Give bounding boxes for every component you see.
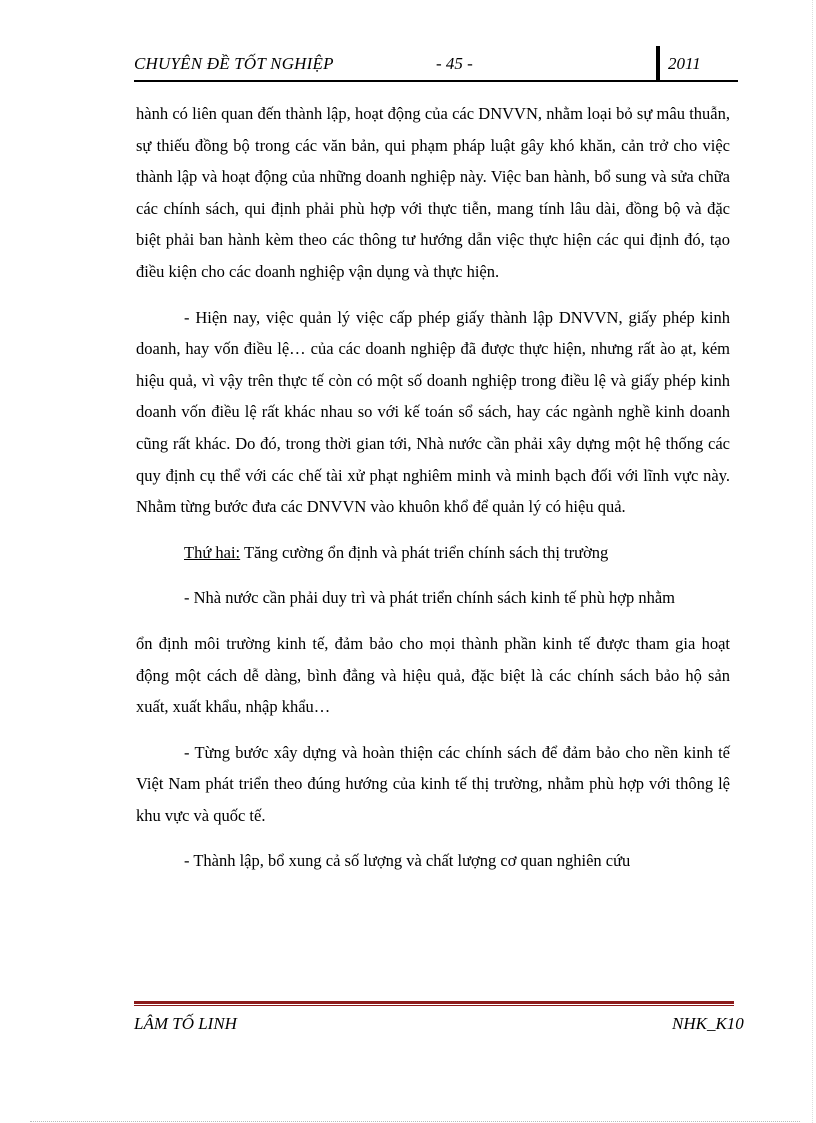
section-heading-label: Thứ hai: bbox=[184, 542, 241, 562]
paragraph-research-bodies: - Thành lập, bổ xung cả số lượng và chất lượng cơ quan nghiên cứu bbox=[184, 851, 631, 871]
paragraph-policy-body: ổn định môi trường kinh tế, đảm bảo cho mọi thành phần kinh tế được tham gia hoạt động một cách dễ dàng, bình đẳng và hiệu quả, đặc biệt là các chính sách bảo hộ sản xuất, xuất khẩu, nhập khẩu… bbox=[136, 633, 730, 717]
section-heading-text: Tăng cường ổn định và phát triển chính sách thị trường bbox=[240, 542, 609, 562]
footer-rule-thick bbox=[134, 1001, 734, 1004]
page-edge-bottom bbox=[30, 1121, 800, 1122]
section-heading bbox=[136, 537, 730, 569]
paragraph-continuation: hành có liên quan đến thành lập, hoạt động của các DNVVN, nhằm loại bỏ sự mâu thuẫn, sự thiếu đồng bộ trong các văn bản, qui phạm pháp luật gây khó khăn, cản trở cho việc thành lập và hoạt động của những doanh nghiệp này. Việc ban hành, bổ sung và sửa chữa các chính sách, qui định phải phù hợp với thực tiễn, mang tính lâu dài, đồng bộ và đặc biệt phải ban hành kèm theo các thông tư hướng dẫn việc thực hiện các qui định đó, tạo điều kiện cho các doanh nghiệp vận dụng và thực hiện. bbox=[136, 104, 730, 281]
header-year: 2011 bbox=[668, 54, 701, 73]
page-header bbox=[134, 46, 738, 82]
document-body bbox=[136, 98, 730, 877]
footer-class-code: NHK_K10 bbox=[672, 1014, 744, 1033]
paragraph-policy-development: - Từng bước xây dựng và hoàn thiện các chính sách để đảm bảo cho nền kinh tế Việt Nam phát triển theo đúng hướng của kinh tế thị trường, nhằm phù hợp với thông lệ khu vực và quốc tế. bbox=[136, 742, 730, 825]
footer-rule-thin bbox=[134, 1005, 734, 1006]
footer-author: LÂM TỐ LINH bbox=[134, 1014, 237, 1033]
paragraph-licensing: - Hiện nay, việc quản lý việc cấp phép giấy thành lập DNVVN, giấy phép kinh doanh, hay vốn điều lệ… của các doanh nghiệp đã được thực hiện, nhưng rất ào ạt, kém hiệu quả, vì vậy trên thực tế còn có một số doanh nghiệp trong điều lệ và giấy phép kinh doanh vốn điều lệ rất khác nhau so với kế toán sổ sách, hay các ngành nghề kinh doanh cũng rất khác. Do đó, trong thời gian tới, Nhà nước cần phải xây dựng một hệ thống các quy định cụ thể với các chế tài xử phạt nghiêm minh và minh bạch đối với lĩnh vực này. Nhằm từng bước đưa các DNVVN vào khuôn khổ để quản lý có hiệu quả. bbox=[136, 307, 730, 517]
page-edge-right bbox=[812, 0, 813, 1123]
header-page-number: - 45 - bbox=[436, 54, 473, 73]
header-title: CHUYÊN ĐỀ TỐT NGHIỆP bbox=[134, 54, 334, 73]
header-rule bbox=[134, 80, 738, 82]
header-divider bbox=[656, 46, 660, 80]
paragraph-policy-intro: - Nhà nước cần phải duy trì và phát triển chính sách kinh tế phù hợp nhằm bbox=[184, 588, 676, 608]
